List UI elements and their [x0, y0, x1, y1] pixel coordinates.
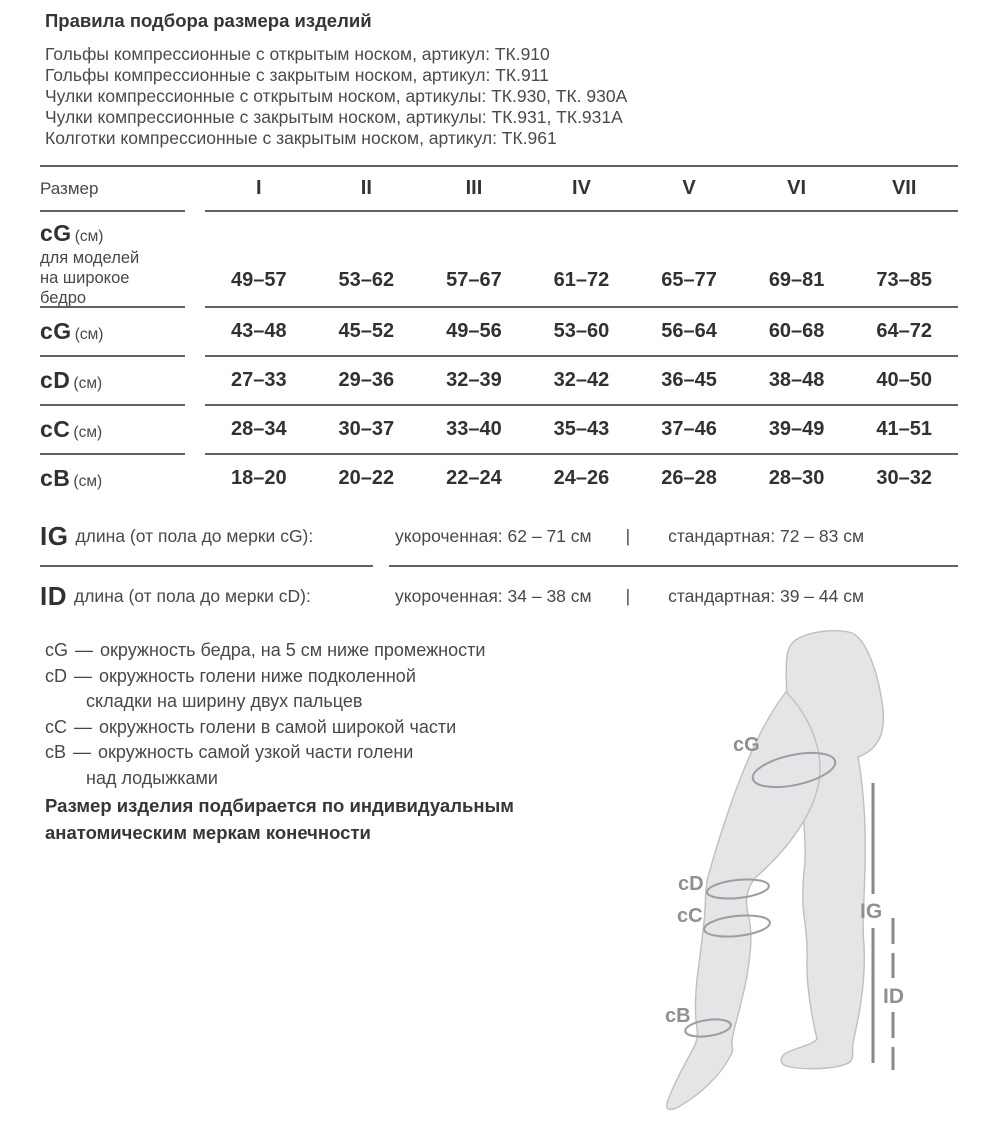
size-column-header: VI	[787, 177, 807, 199]
row-values	[205, 357, 958, 406]
size-value: 30–37	[338, 418, 395, 440]
size-column-header: VII	[891, 177, 917, 199]
definition-cb-continued: над лодыжками	[86, 767, 218, 788]
size-value: 39–49	[768, 418, 825, 440]
size-value: 57–67	[446, 269, 502, 291]
definition-cg	[45, 638, 605, 664]
selection-note-line: анатомическим меркам конечности	[45, 822, 371, 843]
definition-cc	[45, 715, 605, 741]
cb-figure-label: cB	[665, 1005, 691, 1027]
table-row-cc	[40, 406, 958, 455]
product-line: Колготки компрессионные с закрытым носком, артикул: ТК.961	[45, 128, 557, 148]
measure-code: ID	[40, 581, 67, 611]
measure-unit: (см)	[73, 375, 103, 392]
size-value: 69–81	[768, 269, 825, 291]
definition-cb	[45, 740, 605, 766]
measure-code: cG	[40, 220, 72, 246]
row-note: для моделей на широкое бедро	[40, 249, 140, 307]
selection-note-line: Размер изделия подбирается по индивидуальным	[45, 795, 514, 816]
length-standard: стандартная: 39 – 44 см	[668, 586, 865, 606]
measure-unit: (см)	[74, 326, 104, 343]
measure-code: IG	[40, 521, 69, 551]
row-label	[40, 212, 185, 308]
row-label	[40, 357, 185, 406]
def-separator: —	[74, 665, 92, 686]
row-values	[205, 455, 958, 501]
def-text: окружность голени в самой широкой части	[99, 716, 457, 737]
row-values	[205, 212, 958, 308]
size-value: 28–34	[230, 418, 287, 440]
def-text: окружность голени ниже подколенной	[99, 665, 416, 686]
measure-code: cD	[40, 367, 71, 393]
size-value: 33–40	[446, 418, 502, 440]
def-separator: —	[74, 716, 92, 737]
length-label	[40, 567, 373, 626]
length-label	[40, 508, 373, 567]
length-rows	[40, 508, 958, 626]
size-column-header: I	[256, 177, 262, 199]
ig-figure-label: IG	[860, 900, 883, 923]
size-value: 22–24	[446, 466, 502, 489]
length-row-ig	[40, 508, 958, 567]
table-row-cb	[40, 455, 958, 501]
product-line: Гольфы компрессионные с открытым носком, артикул: ТК.910	[45, 44, 550, 64]
length-short: укороченная: 34 – 38 см	[395, 586, 592, 606]
measure-code: cB	[40, 464, 71, 491]
length-desc: длина (от пола до мерки cG):	[75, 526, 314, 546]
def-term: cD	[45, 665, 67, 686]
measure-unit: (см)	[73, 424, 103, 441]
size-value: 43–48	[230, 320, 287, 342]
size-value: 20–22	[338, 466, 395, 489]
row-label	[40, 308, 185, 357]
size-value: 35–43	[553, 418, 610, 440]
size-column-header: V	[682, 177, 696, 199]
size-value: 49–57	[230, 269, 287, 291]
cd-figure-label: cD	[678, 873, 704, 895]
measure-code: cC	[40, 416, 71, 442]
size-value: 18–20	[230, 466, 287, 489]
product-line: Чулки компрессионные с закрытым носком, артикулы: ТК.931, ТК.931А	[45, 107, 623, 127]
def-separator: —	[75, 640, 94, 660]
id-figure-label: ID	[883, 985, 904, 1008]
cg-figure-label: cG	[733, 734, 760, 756]
size-column-header: III	[465, 177, 483, 199]
cc-figure-label: cC	[677, 905, 703, 927]
size-value: 32–39	[446, 369, 502, 391]
product-list	[45, 44, 627, 149]
size-value: 37–46	[661, 418, 717, 440]
length-standard: стандартная: 72 – 83 см	[668, 526, 865, 546]
divider: |	[625, 586, 631, 606]
size-value: 40–50	[876, 369, 933, 391]
row-values	[205, 406, 958, 455]
table-row-cd	[40, 357, 958, 406]
size-value: 64–72	[876, 320, 933, 342]
size-table	[40, 165, 958, 501]
divider: |	[625, 526, 631, 546]
size-value: 24–26	[553, 466, 610, 489]
def-text: окружность самой узкой части голени	[98, 742, 414, 762]
size-value: 26–28	[661, 466, 717, 489]
length-short: укороченная: 62 – 71 см	[395, 526, 592, 546]
def-separator: —	[73, 742, 92, 762]
leg-back-shape	[781, 631, 883, 1069]
length-values	[389, 508, 958, 567]
size-value: 65–77	[661, 269, 717, 291]
size-value: 49–56	[446, 320, 502, 342]
length-desc: длина (от пола до мерки cD):	[74, 586, 311, 606]
definition-cd	[45, 664, 605, 690]
row-label	[40, 455, 185, 501]
size-table-columns	[205, 167, 958, 212]
leg-measurement-figure	[630, 618, 990, 1134]
size-value: 32–42	[553, 369, 610, 391]
size-value: 38–48	[768, 369, 825, 391]
measure-code: cG	[40, 318, 72, 344]
definition-cd-continued: складки на ширину двух пальцев	[86, 691, 363, 711]
product-line: Чулки компрессионные с открытым носком, артикулы: ТК.930, ТК. 930А	[45, 86, 628, 106]
def-term: cB	[45, 742, 67, 762]
size-value: 53–60	[553, 320, 610, 342]
size-value: 41–51	[876, 418, 933, 440]
size-value: 28–30	[768, 466, 825, 489]
measurement-definitions	[45, 638, 605, 791]
size-value: 61–72	[553, 269, 610, 291]
size-value: 30–32	[876, 466, 933, 489]
size-value: 73–85	[876, 269, 933, 291]
def-term: cG	[45, 640, 69, 660]
product-line: Гольфы компрессионные с закрытым носком, артикул: ТК.911	[45, 65, 549, 85]
size-column-header: II	[360, 177, 372, 199]
table-row-cg	[40, 308, 958, 357]
def-term: cC	[45, 716, 67, 737]
size-table-header-row	[40, 167, 958, 212]
size-column-header: IV	[572, 177, 591, 199]
page-title: Правила подбора размера изделий	[45, 10, 372, 31]
def-text: окружность бедра, на 5 см ниже промежности	[100, 640, 486, 660]
size-value: 29–36	[338, 369, 395, 391]
size-value: 36–45	[661, 369, 717, 391]
size-value: 53–62	[338, 269, 395, 291]
size-value: 27–33	[230, 369, 287, 391]
row-label	[40, 406, 185, 455]
size-value: 56–64	[661, 320, 717, 342]
selection-note	[45, 792, 605, 846]
row-values	[205, 308, 958, 357]
measure-unit: (см)	[74, 228, 104, 245]
size-value: 45–52	[338, 320, 395, 342]
size-value: 60–68	[768, 320, 825, 342]
measure-unit: (см)	[73, 472, 103, 490]
table-row-cg-wide-hip	[40, 212, 958, 308]
size-table-corner-label: Размер	[40, 167, 185, 212]
